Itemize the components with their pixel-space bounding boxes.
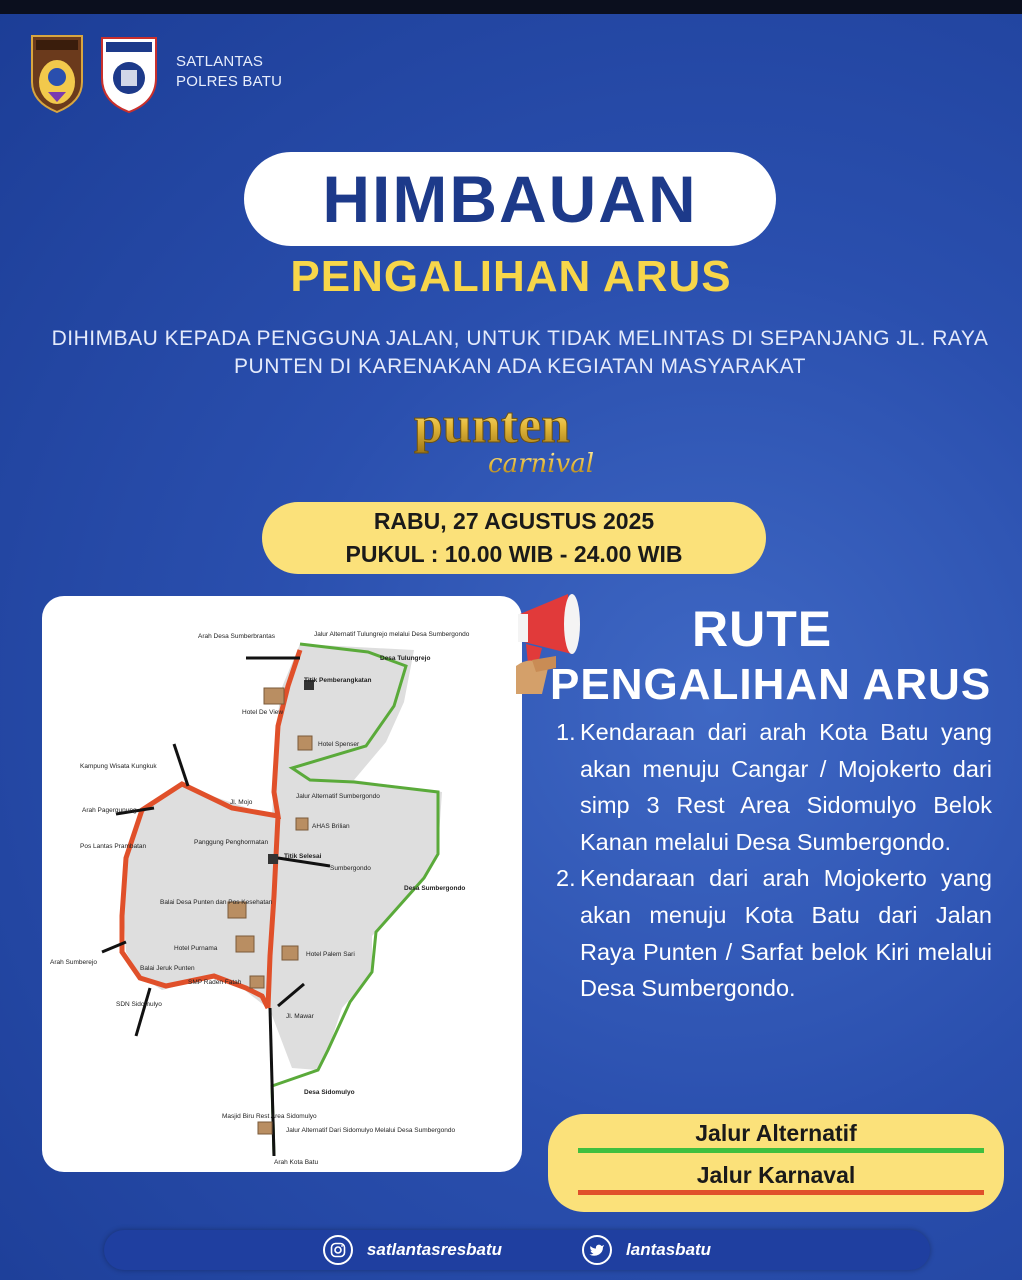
finish-flag-icon [268, 854, 278, 864]
map-label: Hotel Spenser [318, 741, 360, 748]
instagram-link[interactable] [323, 1235, 502, 1265]
legend-karnaval-line [578, 1190, 984, 1195]
legend [548, 1114, 1004, 1212]
map-label: Titik Pemberangkatan [304, 677, 372, 684]
polres-batu-logo [28, 32, 86, 114]
map-label: Arah Kota Batu [274, 1159, 319, 1166]
route-item [556, 860, 992, 1006]
logo-group [28, 32, 162, 114]
legend-alternatif-line [578, 1148, 984, 1153]
route-map [42, 596, 522, 1172]
map-label: AHAS Brilian [312, 823, 350, 830]
map-label: Masjid Biru Rest Area Sidomulyo [222, 1113, 317, 1120]
instagram-icon [323, 1235, 353, 1265]
org-name [176, 52, 282, 92]
notice-text: DIHIMBAU KEPADA PENGGUNA JALAN, UNTUK TIDAK MELINTAS DI SEPANJANG JL. RAYA PUNTEN DI KARENAKAN ADA KEGIATAN MASYARAKAT [51, 327, 989, 378]
map-label: Jl. Mojo [230, 799, 253, 806]
schedule-date: RABU, 27 AGUSTUS 2025 [373, 508, 655, 534]
map-label: Arah Sumberejo [50, 959, 97, 966]
page-title: HIMBAUAN [322, 162, 698, 236]
map-label: SMP Raden Fatah [188, 979, 242, 986]
schedule-pill [262, 502, 766, 574]
schedule-time: PUKUL : 10.00 WIB - 24.00 WIB [345, 541, 683, 567]
map-label: Kampung Wisata Kungkuk [80, 763, 157, 770]
map-label: Pos Lantas Prambatan [80, 843, 147, 850]
map-label: Arah Pagergunung [82, 807, 137, 814]
legend-karnaval-label: Jalur Karnaval [696, 1162, 856, 1188]
route-number: 1. [556, 719, 576, 745]
event-logo-word: punten [414, 398, 571, 454]
map-label: Jalur Alternatif Dari Sidomulyo Melalui Desa Sumbergondo [286, 1127, 456, 1134]
org-line-2: POLRES BATU [176, 73, 283, 90]
map-label: Hotel De View [242, 709, 284, 716]
map-label: Titik Selesai [284, 853, 322, 860]
map-label: Hotel Purnama [174, 945, 218, 952]
map-label: Panggung Penghormatan [194, 839, 269, 846]
map-label: Sumbergondo [330, 865, 371, 872]
footer-bar [104, 1230, 930, 1270]
route-item [556, 714, 992, 860]
rute-subtitle: PENGALIHAN ARUS [550, 660, 992, 709]
twitter-icon [582, 1235, 612, 1265]
map-label: Jalur Alternatif Tulungrejo melalui Desa Sumbergondo [314, 631, 470, 638]
map-label: Balai Desa Punten dan Pos Kesehatan [160, 899, 273, 906]
lalu-lintas-logo [96, 32, 162, 114]
map-label: Jalur Alternatif Sumbergondo [296, 793, 380, 800]
route-number: 2. [556, 865, 576, 892]
map-label: Hotel Palem Sari [306, 951, 355, 958]
rute-title: RUTE [692, 601, 833, 657]
org-line-1: SATLANTAS [176, 53, 264, 70]
top-bar [0, 0, 1022, 14]
legend-alternatif-label: Jalur Alternatif [695, 1120, 857, 1146]
route-text: Kendaraan dari arah Kota Batu yang akan menuju Cangar / Mojokerto dari simp 3 Rest Area Sidomulyo Belok Kanan melalui Desa Sumbergondo. [580, 719, 992, 855]
route-text: Kendaraan dari arah Mojokerto yang akan menuju Kota Batu dari Jalan Raya Punten / Sarfat belok Kiri melalui Desa Sumbergondo. [580, 865, 992, 1002]
punten-carnival-logo [412, 398, 632, 487]
page-subtitle: PENGALIHAN ARUS [290, 252, 732, 301]
event-logo-sub: carnival [488, 449, 595, 479]
map-label: Jl. Mawar [286, 1013, 314, 1020]
map-label: Desa Tulungrejo [380, 655, 431, 662]
twitter-handle: lantasbatu [626, 1240, 712, 1259]
map-label: Arah Desa Sumberbrantas [198, 633, 275, 640]
map-label: Balai Jeruk Punten [140, 965, 195, 972]
title-pill [244, 152, 776, 246]
map-label: Desa Sumbergondo [404, 885, 466, 892]
map-label: SDN Sidomulyo [116, 1001, 162, 1008]
map-label: Desa Sidomulyo [304, 1089, 355, 1096]
instagram-handle: satlantasresbatu [366, 1240, 503, 1259]
twitter-link[interactable] [582, 1235, 711, 1265]
route-list [556, 714, 992, 1007]
